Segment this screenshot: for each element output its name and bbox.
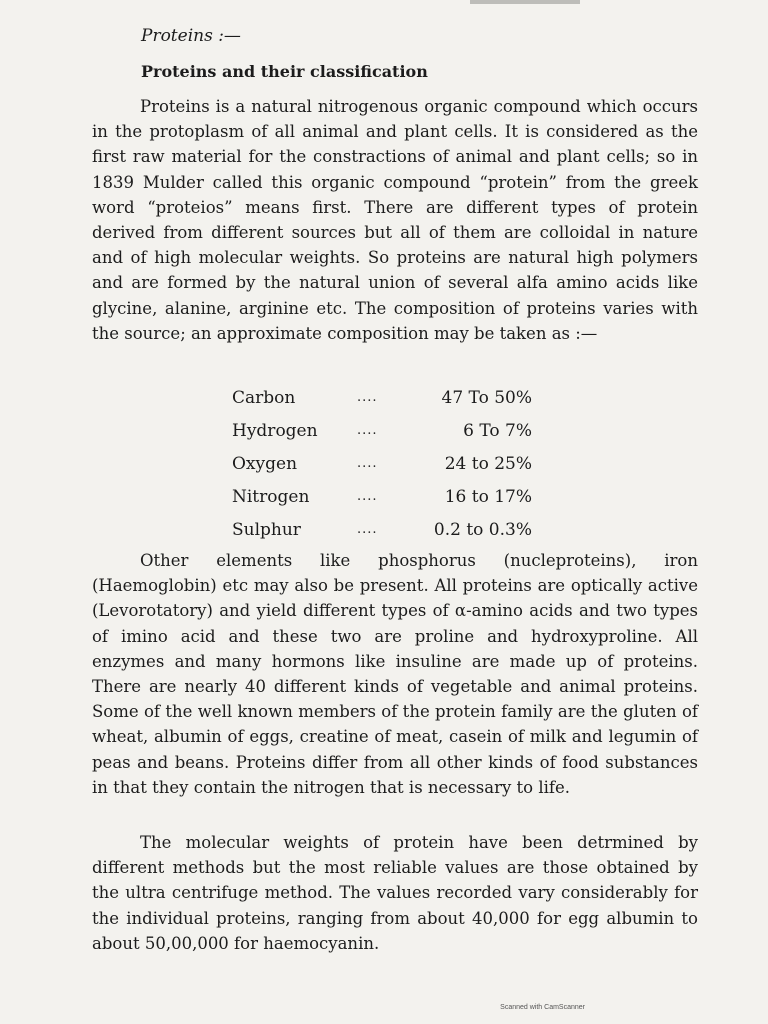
- element-name: Hydrogen: [232, 420, 318, 441]
- paragraph-intro: Proteins is a natural nitrogenous organic compound which occurs in the protoplasm of all animal and plant cells. It is considered as the first raw material for the constractions of animal and plant cells; so in 1839 Mulder called this organic compound “protein” from the greek word “proteios” means first. There are different types of protein derived from different sources but all of them are colloidal in nature and of high molecular weights. So proteins are natural high polymers and are formed by the natural union of several alfa amino acids like glycine, alanine, arginine etc. The composition of proteins varies with the source; an approximate composition may be taken as :—: [92, 97, 698, 343]
- leader-dots: ....: [357, 390, 378, 405]
- composition-row: [232, 480, 532, 513]
- leader-dots: ....: [357, 489, 378, 504]
- composition-row: [232, 414, 532, 447]
- composition-range: 16 to 17%: [444, 486, 532, 507]
- element-name: Carbon: [232, 387, 296, 408]
- section-heading: Proteins :—: [141, 26, 241, 46]
- element-name: Nitrogen: [232, 486, 310, 507]
- composition-range: 0.2 to 0.3%: [433, 519, 532, 540]
- composition-row: [232, 381, 532, 414]
- paragraph-elements: Other elements like phosphorus (nucleproteins), iron (Haemoglobin) etc may also be present. All proteins are optically active (Levorotatory) and yield different types of α-amino acids and two types of imino acid and these two are proline and hydroxyproline. All enzymes and many hormons like insuline are made up of proteins. There are nearly 40 different kinds of vegetable and animal proteins. Some of the well known members of the protein family are the gluten of wheat, albumin of eggs, creatine of meat, casein of milk and legumin of peas and beans. Proteins differ from all other kinds of food substances in that they contain the nitrogen that is necessary to life.: [92, 551, 698, 797]
- scanner-watermark: Scanned with CamScanner: [500, 1004, 585, 1011]
- composition-row: [232, 513, 532, 546]
- element-name: Oxygen: [232, 453, 298, 474]
- leader-dots: ....: [357, 456, 378, 471]
- composition-range: 47 To 50%: [441, 387, 532, 408]
- composition-range: 24 to 25%: [444, 453, 532, 474]
- element-name: Sulphur: [232, 519, 301, 540]
- leader-dots: ....: [357, 423, 378, 438]
- page-top-edge: [470, 0, 580, 4]
- subheading: Proteins and their classification: [141, 62, 428, 81]
- composition-table: [232, 381, 532, 546]
- paragraph-molecular-weights: The molecular weights of protein have been detrmined by different methods but the most reliable values are those obtained by the ultra centrifuge method. The values recorded vary considerably for the individual proteins, ranging from about 40,000 for egg albumin to about 50,00,000 for haemocyanin.: [92, 833, 698, 953]
- composition-range: 6 To 7%: [463, 420, 532, 441]
- leader-dots: ....: [357, 522, 378, 537]
- composition-row: [232, 447, 532, 480]
